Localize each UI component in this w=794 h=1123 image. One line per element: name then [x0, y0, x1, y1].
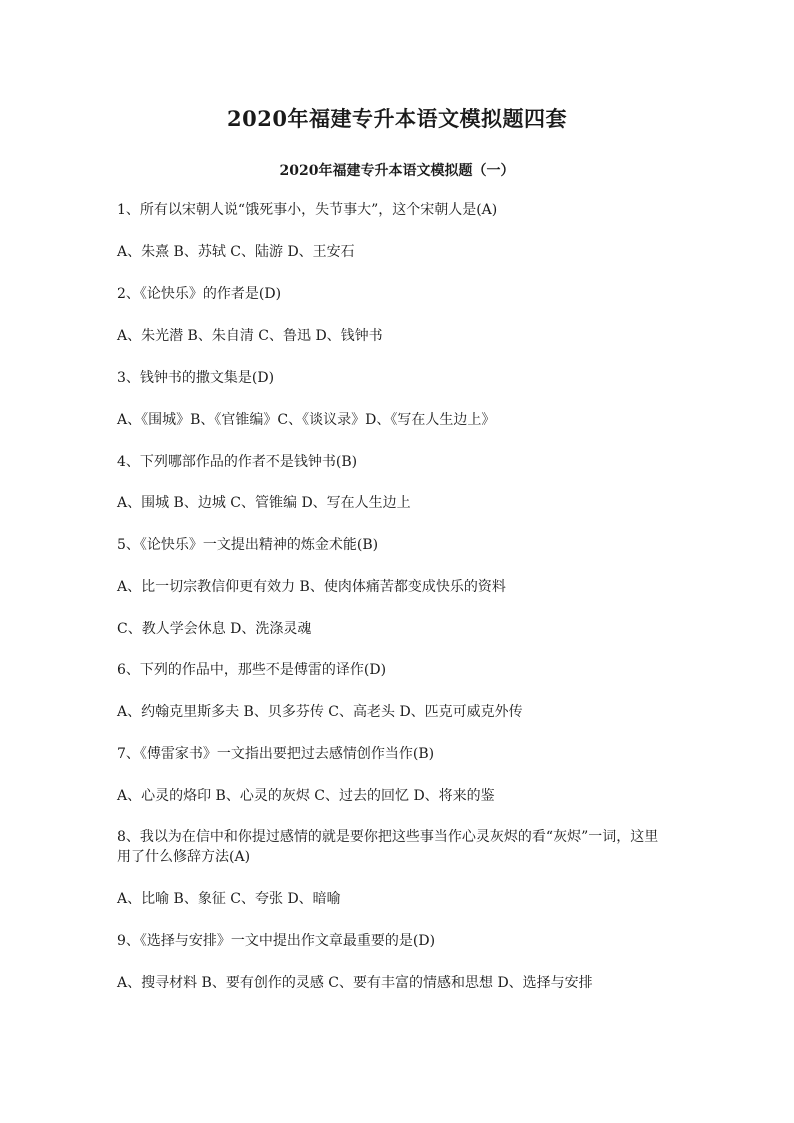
text-line: 1、所有以宋朝人说“饿死事小，失节事大”，这个宋朝人是(A) [117, 202, 498, 218]
text-line: 9、《选择与安排》一文中提出作文章最重要的是(D) [117, 933, 436, 949]
text-line: A、心灵的烙印 B、心灵的灰烬 C、过去的回忆 D、将来的鉴 [117, 788, 495, 804]
text-line: 8、我以为在信中和你提过感情的就是要你把这些事当作心灵灰烬的看“灰烬”一词，这里 [117, 829, 659, 845]
text-line: A、围城 B、边城 C、管锥编 D、写在人生边上 [117, 495, 411, 511]
text-line: 5、《论快乐》一文提出精神的炼金术能(B) [117, 537, 379, 553]
text-line: A、比一切宗教信仰更有效力 B、使肉体痛苦都变成快乐的资料 [117, 579, 506, 595]
text-line: A、搜寻材料 B、要有创作的灵感 C、要有丰富的情感和思想 D、选择与安排 [117, 975, 593, 991]
text-line: A、比喻 B、象征 C、夸张 D、暗喻 [117, 891, 341, 907]
text-line: 2、《论快乐》的作者是(D) [117, 286, 282, 302]
text-line: 6、下列的作品中，那些不是傅雷的译作(D) [117, 662, 387, 678]
text-line: 用了什么修辞方法(A) [117, 849, 251, 865]
text-line: C、教人学会休息 D、洗涤灵魂 [117, 621, 312, 637]
text-line: A、朱光潜 B、朱自清 C、鲁迅 D、钱钟书 [117, 328, 383, 344]
text-line: 7、《傅雷家书》一文指出要把过去感情创作当作(B) [117, 746, 435, 762]
document-title: 2020年福建专升本语文模拟题四套 [227, 106, 567, 131]
section-title: 2020年福建专升本语文模拟题（一） [279, 163, 515, 179]
text-line: A、《围城》B、《官锥编》C、《谈议录》D、《写在人生边上》 [117, 412, 496, 428]
text-line: 3、钱钟书的撒文集是(D) [117, 370, 275, 386]
text-line: A、约翰克里斯多夫 B、贝多芬传 C、高老头 D、匹克可威克外传 [117, 704, 523, 720]
text-line: 4、下列哪部作品的作者不是钱钟书(B) [117, 454, 358, 470]
text-line: A、朱熹 B、苏轼 C、陆游 D、王安石 [117, 244, 355, 260]
